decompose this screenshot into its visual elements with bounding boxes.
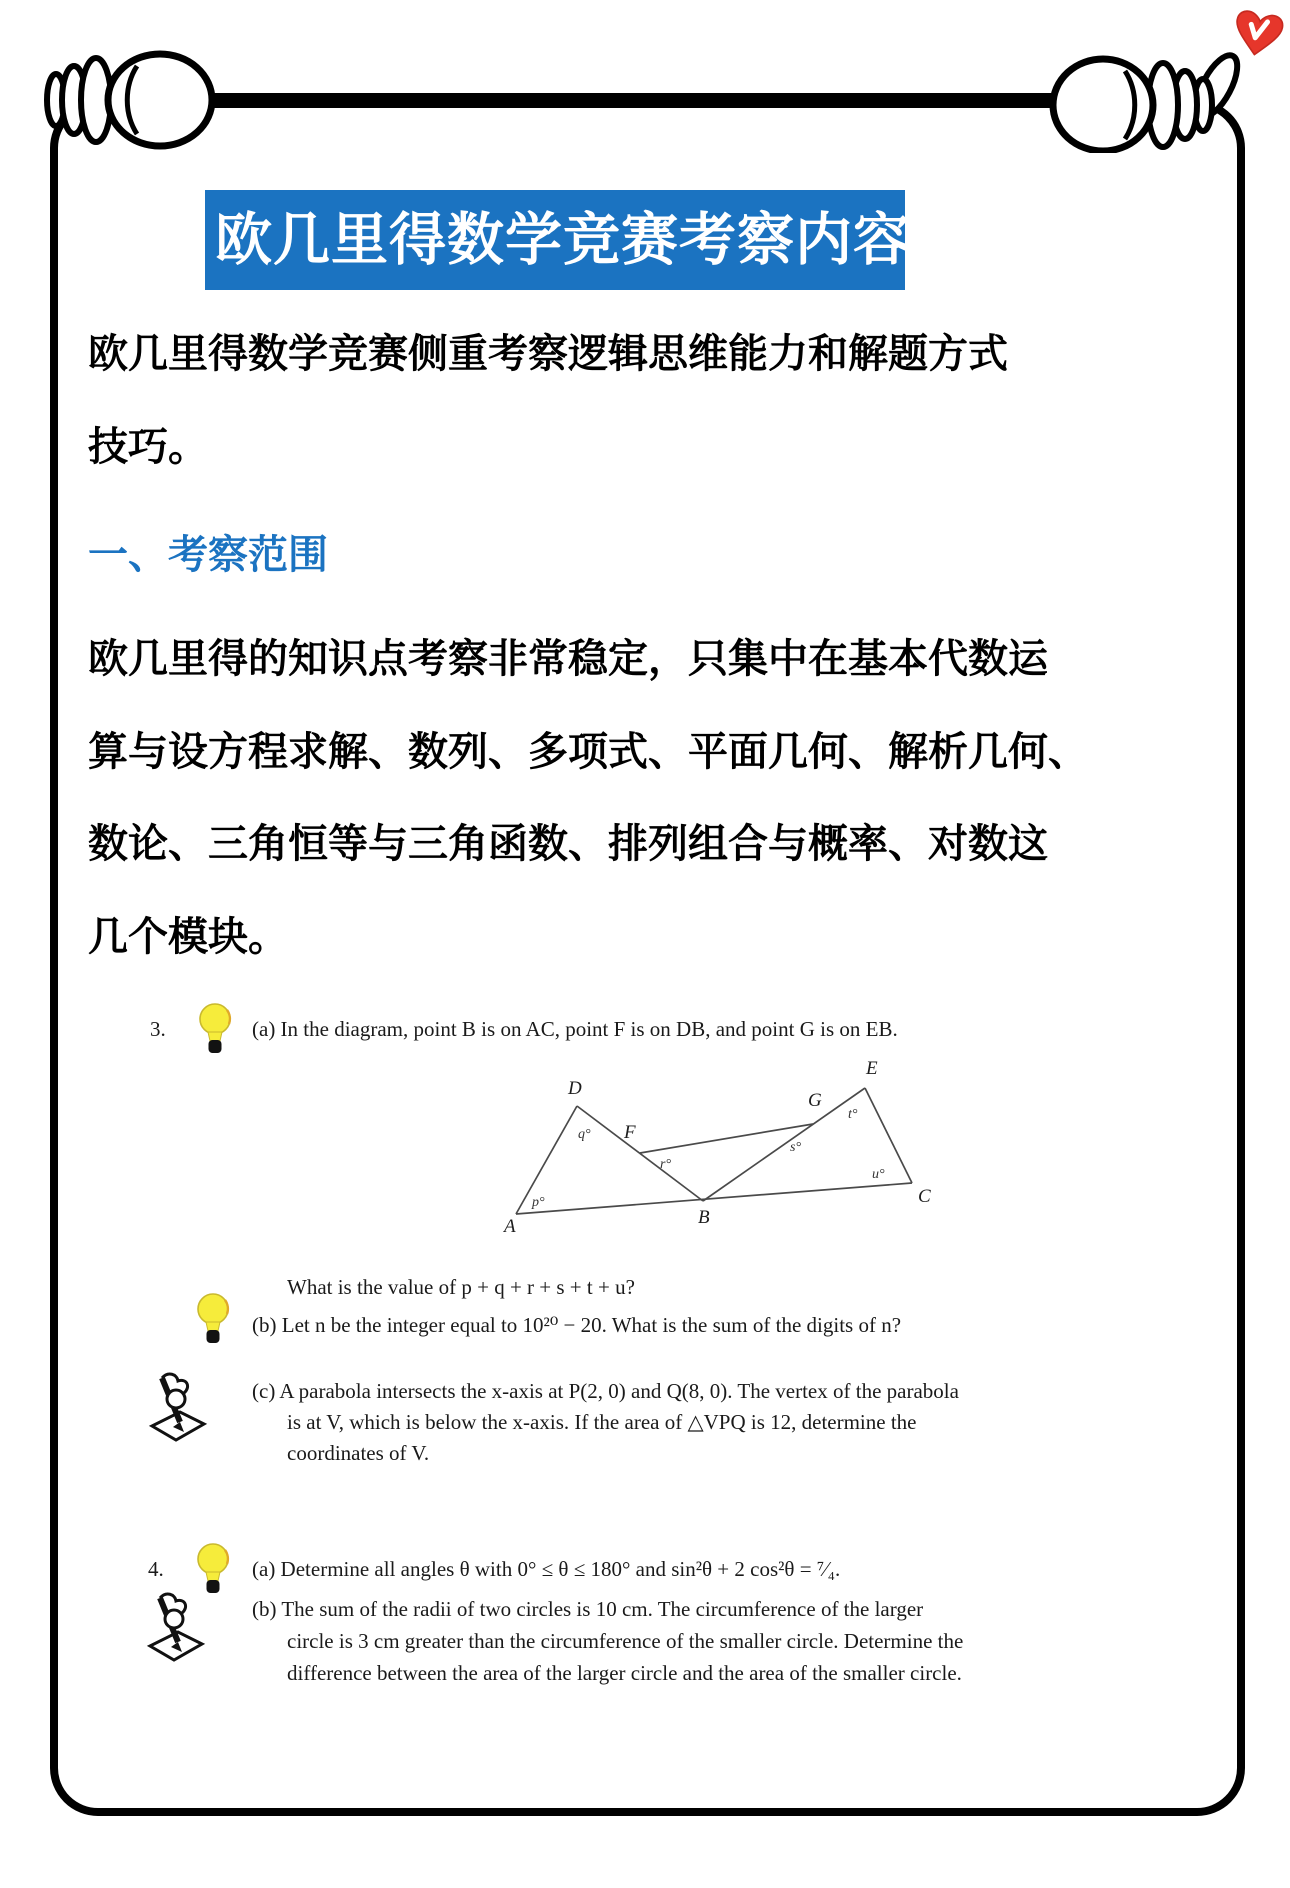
diagram-angle-u: u° bbox=[872, 1167, 885, 1182]
banner-bar bbox=[177, 93, 1065, 108]
heart-icon bbox=[1229, 6, 1287, 62]
lightbulb-icon bbox=[196, 1542, 230, 1594]
problem-3c-line-3: coordinates of V. bbox=[287, 1441, 430, 1465]
problem-3a-text: (a) In the diagram, point B is on AC, point F is on DB, and point G is on EB. bbox=[252, 1017, 898, 1041]
title-banner bbox=[205, 190, 911, 290]
diagram-angle-s: s° bbox=[790, 1140, 802, 1155]
diagram-point-f: F bbox=[624, 1122, 636, 1143]
body-line-1: 欧几里得的知识点考察非常稳定，只集中在基本代数运 bbox=[88, 637, 1048, 681]
problem-4a-text: (a) Determine all angles θ with 0° ≤ θ ≤ 180° and sin²θ + 2 cos²θ = ⁷⁄₄. bbox=[252, 1557, 841, 1581]
diagram-point-b: B bbox=[698, 1207, 710, 1228]
body-line-4: 几个模块。 bbox=[88, 915, 288, 959]
problem-3c-line-2: is at V, which is below the x-axis. If the area of △VPQ is 12, determine the bbox=[287, 1410, 917, 1434]
problem-3-number: 3. bbox=[150, 1017, 166, 1041]
fist-gripping-banner-icon bbox=[42, 50, 222, 150]
problem-3c-line-1: (c) A parabola intersects the x-axis at P(2, 0) and Q(8, 0). The vertex of the parabola bbox=[252, 1379, 959, 1403]
diagram-angle-p: p° bbox=[532, 1195, 545, 1210]
diagram-angle-t: t° bbox=[848, 1107, 858, 1122]
page-title: 欧几里得数学竞赛考察内容 bbox=[215, 208, 911, 272]
body-line-3: 数论、三角恒等与三角函数、排列组合与概率、对数这 bbox=[88, 822, 1048, 866]
intro-line-1: 欧几里得数学竞赛侧重考察逻辑思维能力和解题方式 bbox=[88, 332, 1008, 376]
problem-4b-line-2: circle is 3 cm greater than the circumference of the smaller circle. Determine the bbox=[287, 1629, 964, 1653]
intro-line-2: 技巧。 bbox=[88, 425, 208, 469]
problem-3a-question: What is the value of p + q + r + s + t + u? bbox=[287, 1275, 635, 1299]
diagram-point-g: G bbox=[808, 1090, 822, 1111]
fist-gripping-banner-icon bbox=[1045, 28, 1245, 153]
section-heading: 一、考察范围 bbox=[88, 533, 328, 577]
lightbulb-icon bbox=[198, 1002, 232, 1054]
problem-4-number: 4. bbox=[148, 1557, 164, 1581]
diagram-angle-q: q° bbox=[578, 1127, 591, 1142]
problem-4b-line-3: difference between the area of the larger circle and the area of the smaller circle. bbox=[287, 1661, 962, 1685]
diagram-point-e: E bbox=[866, 1058, 878, 1079]
diagram-angle-r: r° bbox=[660, 1157, 672, 1172]
diagram-point-c: C bbox=[918, 1186, 931, 1207]
problem-4b-line-1: (b) The sum of the radii of two circles is 10 cm. The circumference of the larger bbox=[252, 1597, 924, 1621]
triangle-diagram bbox=[490, 1056, 960, 1246]
problem-3b-text: (b) Let n be the integer equal to 10²⁰ − 20. What is the sum of the digits of n? bbox=[252, 1313, 902, 1337]
diagram-point-a: A bbox=[504, 1216, 516, 1237]
body-line-2: 算与设方程求解、数列、多项式、平面几何、解析几何、 bbox=[88, 730, 1088, 774]
lightbulb-icon bbox=[196, 1292, 230, 1344]
writing-hand-icon bbox=[144, 1592, 208, 1668]
diagram-point-d: D bbox=[568, 1078, 582, 1099]
writing-hand-icon bbox=[146, 1372, 210, 1448]
